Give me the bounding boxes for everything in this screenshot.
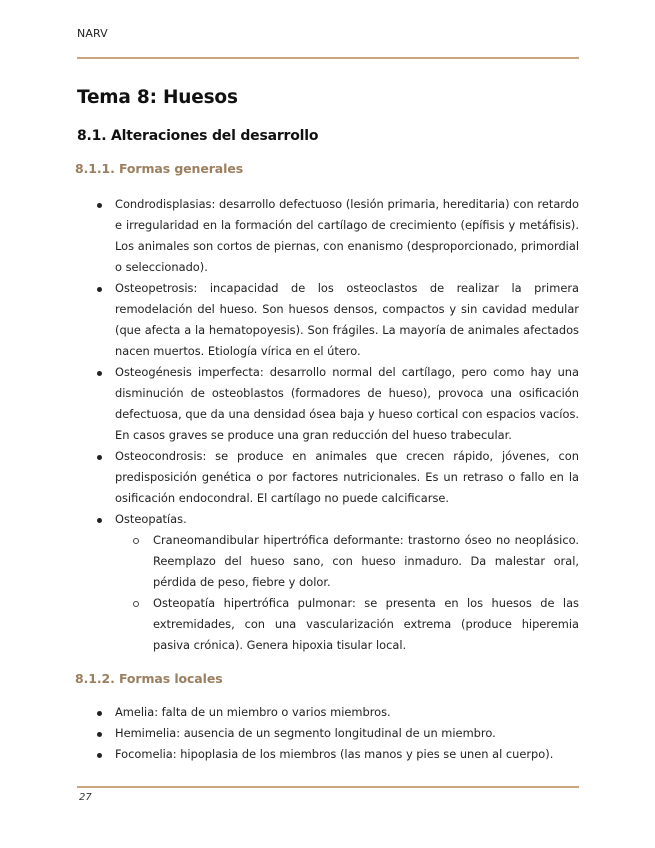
list-item-text: Osteopatías. [115,512,187,526]
bullet-icon [97,455,102,460]
sublist-item-text: Osteopatía hipertrófica pulmonar: se presenta en los huesos de las extremidades, con una vascularización extrema (produce hiperemia pasiva crónica). Genera hipoxia tisular local. [153,596,579,652]
bullet-icon [97,518,102,523]
footer-divider [77,786,579,788]
list-formas-locales [77,702,579,765]
bullet-icon [97,287,102,292]
page-number: 27 [79,792,92,803]
header-divider [77,57,579,59]
list-item-text: Condrodisplasias: desarrollo defectuoso (lesión primaria, hereditaria) con retardo e irregularidad en la formación del cartílago de crecimiento (epífisis y metáfisis). Los animales son cortos de piernas, con enanismo (desproporcionado, primordial o seleccionado). [115,197,579,274]
bullet-icon [97,732,102,737]
list-item-condrodisplasias [77,194,579,278]
list-item-text: Amelia: falta de un miembro o varios miembros. [115,705,391,719]
subsection-title-formas-locales: 8.1.2. Formas locales [75,671,223,686]
bullet-icon [97,371,102,376]
bullet-icon [97,753,102,758]
document-body [77,86,579,765]
bullet-icon [97,711,102,716]
subsection-title-formas-generales: 8.1.1. Formas generales [75,161,244,176]
page-header-author: NARV [77,27,108,40]
list-item-text: Osteocondrosis: se produce en animales que crecen rápido, jóvenes, con predisposición genética o por factores nutricionales. Es un retraso o fallo en la osificación endocondral. El cartílago no puede calcificarse. [115,449,579,505]
bullet-icon [97,203,102,208]
chapter-title: Tema 8: Huesos [77,87,238,108]
sublist-item-osteopatia-pulmonar [115,593,579,656]
list-item-text: Osteogénesis imperfecta: desarrollo normal del cartílago, pero como hay una disminución de osteoblastos (formadores de hueso), provoca una osificación defectuosa, que da una densidad ósea baja y hueso cortical con espacios vacíos. En casos graves se produce una gran reducción del hueso trabecular. [115,365,579,442]
list-item-osteogenesis-imperfecta [77,362,579,446]
sublist-item-text: Craneomandibular hipertrófica deformante: trastorno óseo no neoplásico. Reemplazo del hueso sano, con hueso inmaduro. Da malestar oral, pérdida de peso, fiebre y dolor. [153,533,579,589]
hollow-bullet-icon [133,538,139,544]
list-item-osteocondrosis [77,446,579,509]
list-item-focomelia [77,744,579,765]
section-title: 8.1. Alteraciones del desarrollo [77,128,319,144]
hollow-bullet-icon [133,601,139,607]
list-item-hemimelia [77,723,579,744]
list-item-amelia [77,702,579,723]
list-item-text: Focomelia: hipoplasia de los miembros (las manos y pies se unen al cuerpo). [115,747,554,761]
list-item-text: Hemimelia: ausencia de un segmento longitudinal de un miembro. [115,726,496,740]
list-item-osteopatias [77,509,579,656]
list-formas-generales [77,194,579,656]
list-item-osteopetrosis [77,278,579,362]
sublist-item-craneomandibular [115,530,579,593]
list-item-text: Osteopetrosis: incapacidad de los osteoclastos de realizar la primera remodelación del hueso. Son huesos densos, compactos y sin cavidad medular (que afecta a la hematopoyesis). Son frágiles. La mayoría de animales afectados nacen muertos. Etiología vírica en el útero. [115,281,579,358]
sublist-osteopatias [115,530,579,656]
